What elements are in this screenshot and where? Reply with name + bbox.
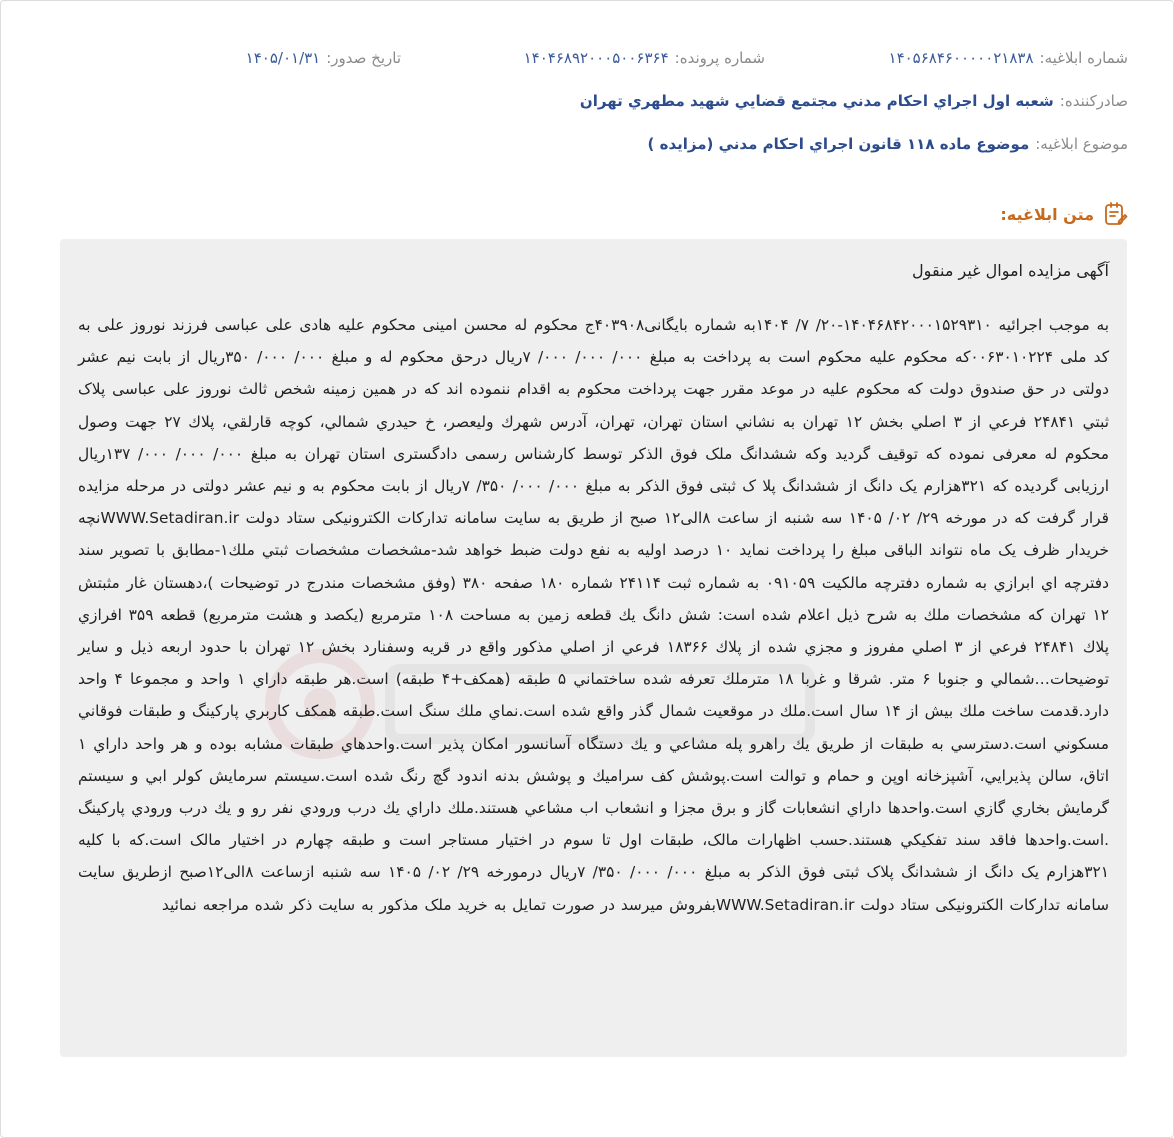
subject-value: موضوع ماده ۱۱۸ قانون اجراي احكام مدني (مزايده ) (647, 135, 1030, 153)
notice-text-section-title (1000, 201, 1128, 227)
section-title-text: متن ابلاغیه: (1000, 204, 1094, 224)
case-number-label: شماره پرونده: (674, 49, 765, 67)
notice-text-panel (60, 239, 1127, 1057)
case-number (524, 49, 765, 67)
notice-number-label: شماره ابلاغیه: (1039, 49, 1128, 67)
issuer-value: شعبه اول اجراي احكام مدني مجتمع قضايي شهيد مطهري تهران (579, 92, 1054, 110)
issue-date-label: تاریخ صدور: (326, 49, 401, 67)
case-number-value: ۱۴۰۴۶۸۹۲۰۰۰۵۰۰۶۳۶۴ (523, 49, 669, 67)
issuer (580, 92, 1128, 110)
issuer-label: صادرکننده: (1059, 92, 1128, 110)
subject-label: موضوع ابلاغیه: (1035, 135, 1128, 153)
document-text-icon (1102, 201, 1128, 227)
issue-date-value: ۱۴۰۵/۰۱/۳۱ (245, 49, 321, 67)
notice-number-value: ۱۴۰۵۶۸۴۶۰۰۰۰۰۲۱۸۳۸ (888, 49, 1034, 67)
notice-number (889, 49, 1128, 67)
issue-date (246, 49, 401, 67)
subject (648, 135, 1128, 153)
notice-heading: آگهی مزایده اموال غیر منقول (912, 261, 1109, 280)
notice-body: به موجب اجرائیه ۱۴۰۴۶۸۴۲۰۰۰۱۵۲۹۳۱۰-۲۰/ ۷/ ۱۴۰۴به شماره بایگانی۴۰۳۹۰۸ج محکوم له محسن امینی محکوم علیه هادی علی عباسی فرزند نوروز علی به کد ملی ۰۰۶۳۰۱۰۲۲۴که محکوم علیه محکوم است به پرداخت به مبلغ ۰۰۰/ ۰۰۰/ ۰۰۰/ ۷ریال درحق محکوم له و مبلغ ۰۰۰/ ۰۰۰/ ۳۵۰ریال از بابت نیم عشر دولتی در حق صندوق دولت که محکوم علیه در موعد مقرر جهت پرداخت محکوم به اقدام ننموده اند که در همین زمینه شخص ثالث نوروز علی عباسی پلاک ثبتي ۲۴۸۴۱ فرعي از ۳ اصلي بخش ۱۲ تهران به نشاني استان تهران، تهران، آدرس شهرك وليعصر، خ حيدري شمالي، كوچه قارلقي، پلاك ۲۷ جهت وصول محکوم له معرفی نموده که توقیف گردید وکه ششدانگ ملک فوق الذکر توسط کارشناس رسمی دادگستری استان تهران به مبلغ ۰۰۰/ ۰۰۰/ ۰۰۰/ ۱۳۷ریال ارزیابی گردیده که ۳۲۱هزارم یک دانگ از ششدانگ پلا ک ثبتی فوق الذکر به مبلغ ۰۰۰/ ۰۰۰/ ۳۵۰/ ۷ریال از بابت محکوم به و نیم عشر دولتی در مرحله مزایده قرار گرفت که در مورخه ۲۹/ ۰۲/ ۱۴۰۵ سه شنبه از ساعت ۸الی۱۲ صبح از طریق به سایت سامانه تدارکات الکترونیکی ستاد دولت WWW.Setadiran.irنچه خریدار ظرف یک ماه نتواند الباقی مبلغ را پرداخت نماید ۱۰ درصد اولیه به نفع دولت ضبط خواهد شد-مشخصات مشخصات ثبتي ملك۱-مطابق با تصوير سند دفترچه اي ابرازي به شماره دفترچه مالكيت ۰۹۱۰۵۹ به شماره ثبت ۲۴۱۱۴ شماره ۱۸۰ صفحه ۳۸۰ (وفق مشخصات مندرج در توضيحات )،دهستان غار مثبتش ۱۲ تهران كه مشخصات ملك به شرح ذيل اعلام شده است: شش دانگ يك قطعه زمين به مساحت ۱۰۸ مترمربع (يكصد و هشت مترمربع) قطعه ۳۵۹ افرازي پلاك ۲۴۸۴۱ فرعي از ۳ اصلي مفروز و مجزي شده از پلاك ۱۸۳۶۶ فرعي از اصلي مذكور واقع در قريه وسفنارد بخش ۱۲ تهران با حدود اربعه ذيل و ساير توضيحات…شمالي و جنوبا ۶ متر. شرقا و غربا ۱۸ مترملك تعرفه شده ساختماني ۵ طبقه (همكف+۴ طبقه) است.هر طبقه داراي ۱ واحد و مجموعا ۴ واحد دارد.قدمت ساخت ملك بيش از ۱۴ سال است.ملك در موقعيت شمال گذر واقع شده است.نماي ملك سنگ است.طبقه همكف كاربري پاركينگ و طبقات فوقاني مسكوني است.دسترسي به طبقات از طريق يك راهرو پله مشاعي و يك دستگاه آسانسور امكان پذير است.واحدهاي طبقات مشابه بوده و هر واحد داراي ۱ اتاق، سالن پذيرايي، آشپزخانه اوپن و حمام و توالت است.پوشش كف سراميك و پوشش بدنه اندود گچ رنگ شده است.سيستم سرمايش كولر ابي و سيستم گرمايش بخاري گازي است.واحدها داراي انشعابات گاز و برق مجزا و انشعاب اب مشاعي هستند.ملك داراي يك درب ورودي نفر رو و يك درب ورودي پاركينگ .است.واحدها فاقد سند تفكيكي هستند.حسب اظهارات مالک، طبقات اول تا سوم در اختیار مستاجر است و طبقه چهارم در اختیار مالک است.که با کلیه ۳۲۱هزارم یک دانگ از ششدانگ پلاک ثبتی فوق الذکر به مبلغ ۰۰۰/ ۰۰۰/ ۳۵۰/ ۷ریال درمورخه ۲۹/ ۰۲/ ۱۴۰۵ سه شنبه ازساعت ۸الی۱۲صبح ازطریق سایت سامانه تدارکات الکترونیکی ستاد دولت WWW.Setadiran.irبفروش میرسد در صورت تمایل به خرید ملک مذکور به سایت ذکر شده مراجعه نمائید (78, 316, 1110, 914)
